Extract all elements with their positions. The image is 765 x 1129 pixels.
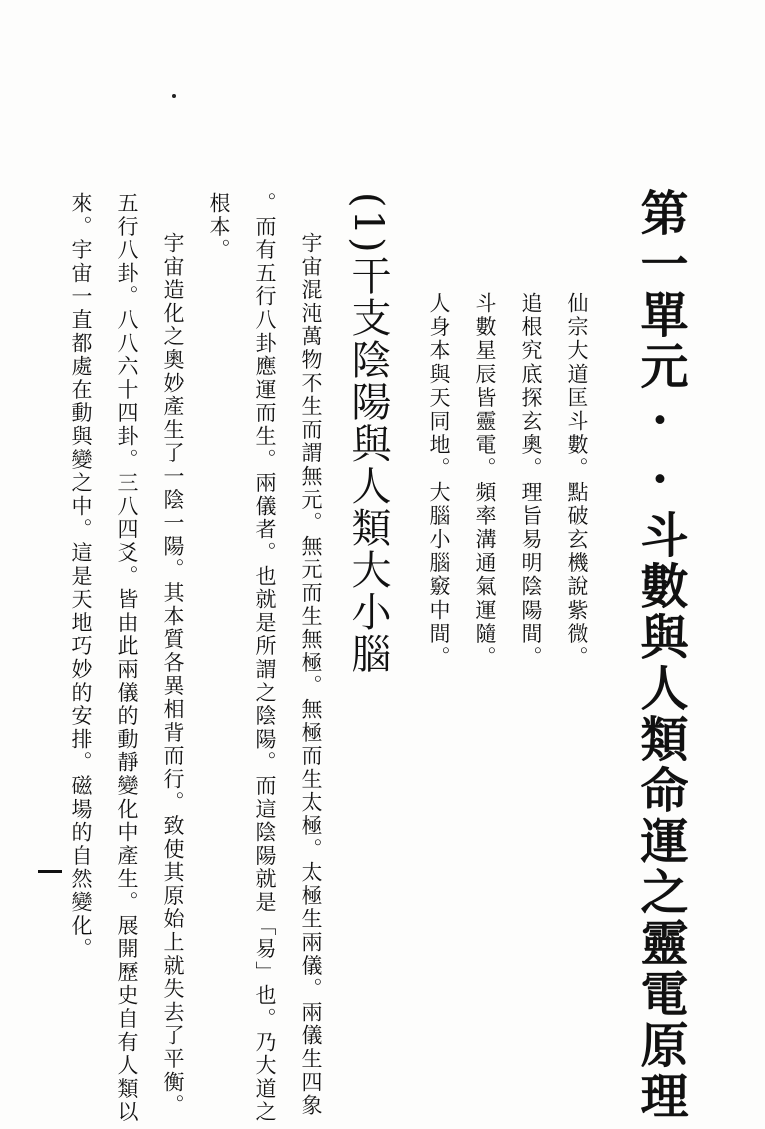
chapter-title: 第一單元··斗數與人類命運之靈電原理 [632, 188, 688, 1122]
section-number: (1) [345, 192, 391, 255]
page-number-text [38, 870, 39, 871]
section-title: 干支陰陽與人類大小腦 [345, 254, 391, 675]
body-text-line: 宇宙造化之奧妙產生了一陰一陽。其本質各異相背而行。致使其原始上就失去了平衡。 [161, 232, 185, 1118]
poem-line: 追根究底探玄奧。理旨易明陰陽間。 [519, 292, 543, 670]
body-text-line: 根本。 [207, 192, 231, 262]
poem-line: 人身本與天同地。大腦小腦竅中間。 [427, 292, 451, 670]
body-text-line: 宇宙混沌萬物不生而謂無元。無元而生無極。無極而生太極。太極生兩儀。兩儀生四象 [299, 232, 323, 1118]
poem-line: 仙宗大道匡斗數。點破玄機說紫微。 [565, 292, 589, 670]
body-text-line: 五行八卦。八八六十四卦。三八四爻。皆由此兩儀的動靜變化中產生。展開歷史自有人類以 [115, 192, 139, 1124]
body-text-line: 。而有五行八卦應運而生。兩儀者。也就是所謂之陰陽。而這陰陽就是「易」也。乃大道之 [253, 192, 277, 1124]
body-text-line: 來。宇宙一直都處在動與變之中。這是天地巧妙的安排。磁場的自然變化。 [69, 192, 93, 961]
section-heading [345, 192, 391, 675]
poem-line: 斗數星辰皆靈電。頻率溝通氣運隨。 [473, 292, 497, 670]
scan-speck [172, 94, 176, 98]
page-number [38, 870, 62, 873]
